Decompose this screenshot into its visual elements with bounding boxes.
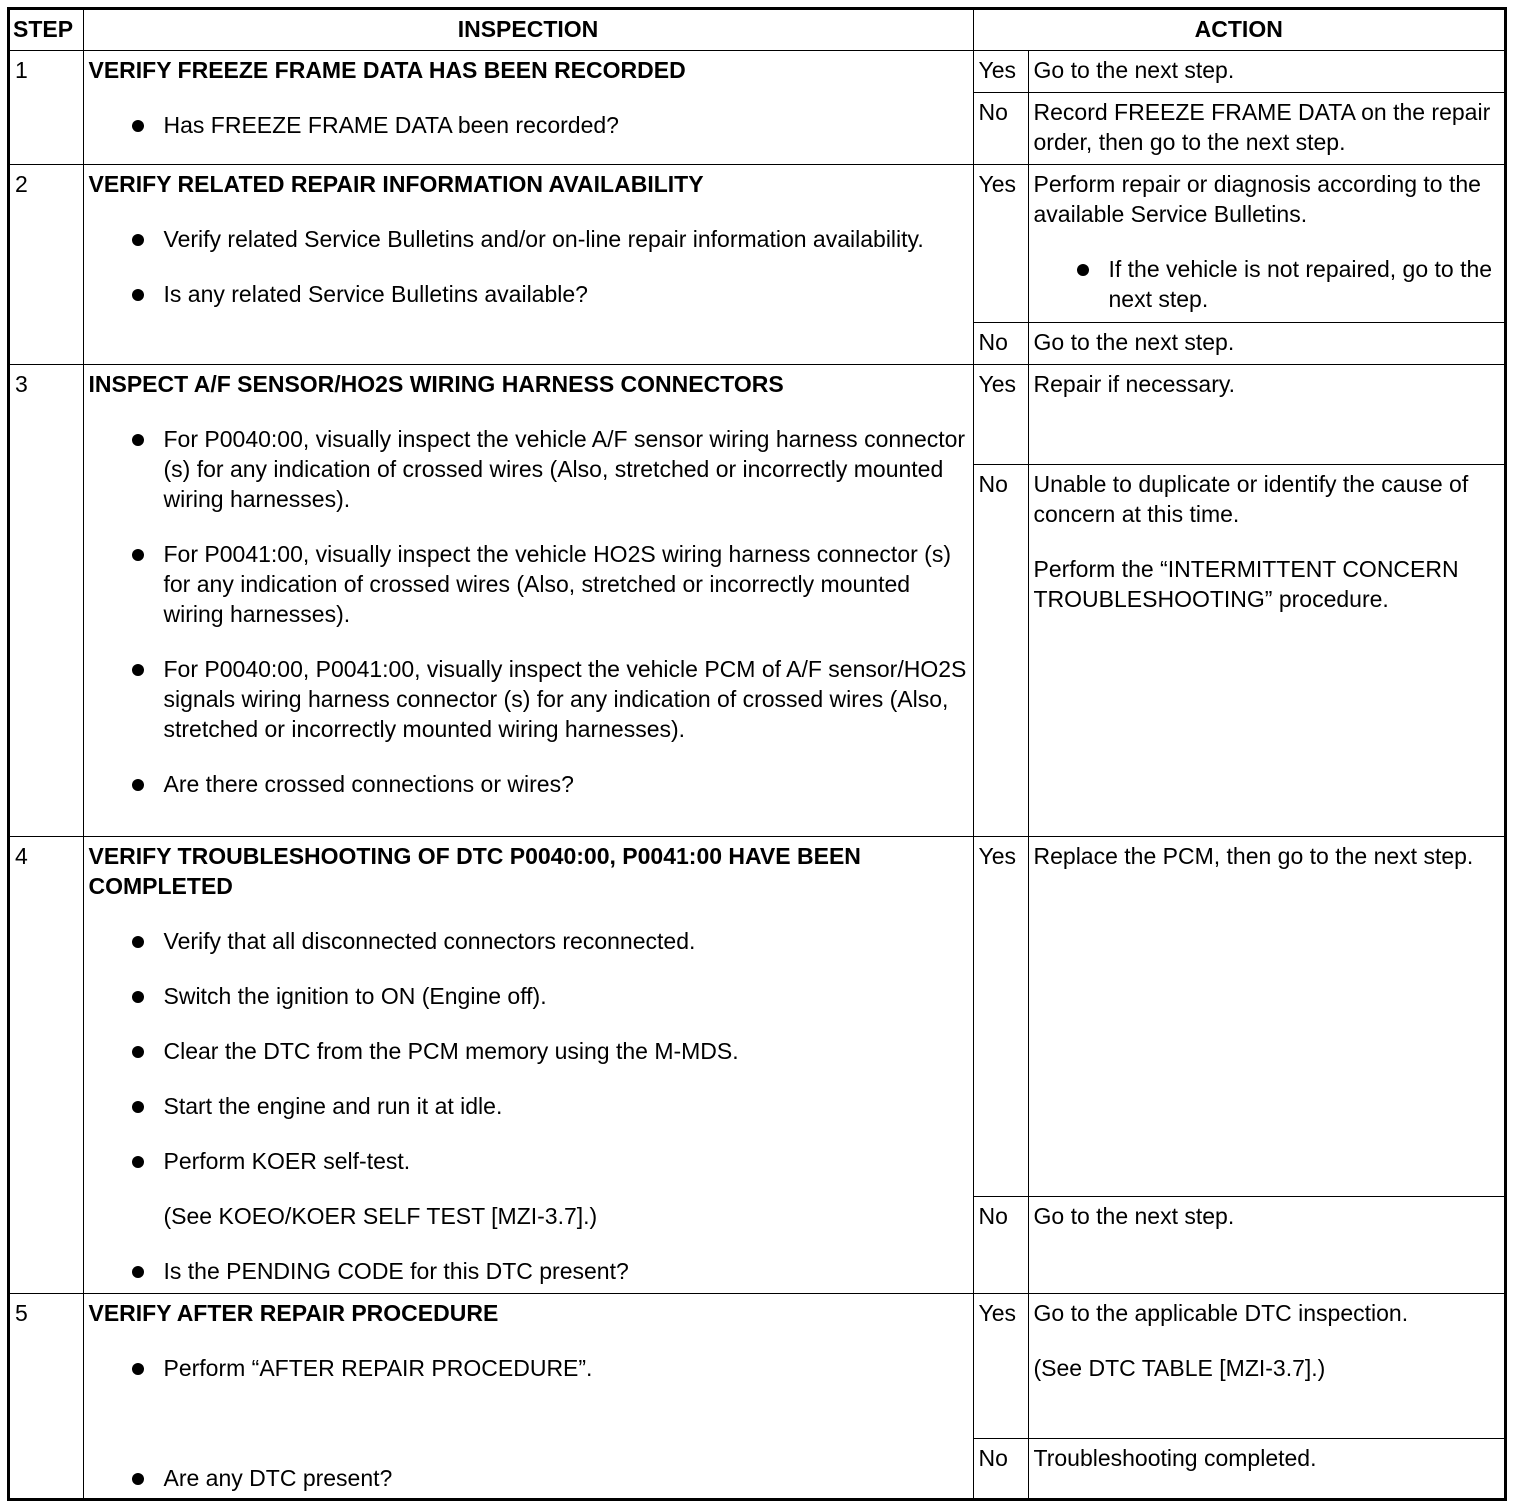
step-number: 3 — [10, 364, 83, 836]
yes-label: Yes — [973, 164, 1028, 322]
step-number: 1 — [10, 50, 83, 164]
bullet-item: Perform KOER self-test. — [164, 1146, 968, 1176]
inspection-bullets — [89, 1353, 968, 1493]
no-label: No — [973, 464, 1028, 836]
step-number: 4 — [10, 836, 83, 1293]
bullet-item: Are there crossed connections or wires? — [164, 769, 968, 799]
inspection-bullets — [89, 926, 968, 1286]
no-label: No — [973, 92, 1028, 164]
bullet-item: Is any related Service Bulletins available? — [164, 279, 968, 309]
no-action — [1028, 1438, 1504, 1500]
action-text: Go to the next step. — [1033, 1202, 1235, 1229]
yes-label: Yes — [973, 836, 1028, 1196]
step-2-yes-row — [10, 164, 1504, 322]
action-text: Perform the “INTERMITTENT CONCERN TROUBLESHOOTING” procedure. — [1033, 555, 1459, 612]
bullet-item: Perform “AFTER REPAIR PROCEDURE”. — [164, 1353, 968, 1383]
yes-action — [1028, 164, 1504, 322]
inspection-column-header: INSPECTION — [83, 10, 973, 50]
action-text: Repair if necessary. — [1033, 370, 1236, 397]
bullet-item: Has FREEZE FRAME DATA been recorded? — [164, 110, 968, 140]
action-text: Perform repair or diagnosis according to the available Service Bulletins. — [1033, 170, 1481, 227]
yes-label: Yes — [973, 1293, 1028, 1438]
bullet-item: For P0040:00, P0041:00, visually inspect the vehicle PCM of A/F sensor/HO2S signals wiring harness connector (s) for any indication of crossed wires (Also, stretched or incorrectly mounted wiring harnesses). — [163, 655, 967, 742]
no-label: No — [973, 1196, 1028, 1293]
yes-action — [1028, 364, 1504, 464]
no-action — [1028, 1196, 1504, 1293]
step-title: VERIFY FREEZE FRAME DATA HAS BEEN RECORDED — [88, 56, 686, 83]
step-4-yes-row — [10, 836, 1504, 1196]
action-text: Record FREEZE FRAME DATA on the repair order, then go to the next step. — [1033, 98, 1491, 155]
bullet-item: Switch the ignition to ON (Engine off). — [164, 981, 968, 1011]
inspection-bullets — [89, 224, 968, 309]
bullet-item: Verify related Service Bulletins and/or on-line repair information availability. — [164, 224, 968, 254]
no-label: No — [973, 322, 1028, 364]
step-title: VERIFY TROUBLESHOOTING OF DTC P0040:00, P0041:00 HAVE BEEN COMPLETED — [88, 842, 861, 899]
step-3-inspection — [83, 364, 973, 836]
action-text: Unable to duplicate or identify the cause of concern at this time. — [1033, 470, 1469, 527]
step-2-inspection — [83, 164, 973, 364]
step-column-header: STEP — [10, 10, 83, 50]
step-4-inspection — [83, 836, 973, 1293]
step-title: VERIFY RELATED REPAIR INFORMATION AVAILABILITY — [88, 170, 704, 197]
action-bullets — [1034, 254, 1500, 314]
no-label: No — [973, 1438, 1028, 1500]
bullet-item: Is the PENDING CODE for this DTC present? — [164, 1256, 968, 1286]
diagnostic-procedure-table — [10, 10, 1504, 1501]
inspection-bullets — [89, 424, 968, 799]
no-action — [1028, 322, 1504, 364]
inspection-bullets — [89, 110, 968, 140]
action-text: Troubleshooting completed. — [1033, 1444, 1317, 1471]
action-text: Go to the next step. — [1033, 56, 1235, 83]
reference-note: (See KOEO/KOER SELF TEST [MZI-3.7].) — [163, 1202, 598, 1229]
bullet-item: For P0041:00, visually inspect the vehicle HO2S wiring harness connector (s) for any indication of crossed wires (Also, stretched or incorrectly mounted wiring harnesses). — [164, 539, 968, 629]
bullet-item: Verify that all disconnected connectors reconnected. — [164, 926, 968, 956]
no-action — [1028, 464, 1504, 836]
bullet-item: Are any DTC present? — [164, 1463, 968, 1493]
bullet-item: Start the engine and run it at idle. — [164, 1091, 968, 1121]
troubleshooting-table — [7, 7, 1507, 1501]
step-title: INSPECT A/F SENSOR/HO2S WIRING HARNESS CONNECTORS — [88, 370, 784, 397]
step-5-yes-row — [10, 1293, 1504, 1438]
action-text: Go to the applicable DTC inspection. — [1033, 1299, 1409, 1326]
step-number: 5 — [10, 1293, 83, 1500]
yes-label: Yes — [973, 50, 1028, 92]
yes-label: Yes — [973, 364, 1028, 464]
step-title: VERIFY AFTER REPAIR PROCEDURE — [88, 1299, 499, 1326]
step-1-yes-row — [10, 50, 1504, 92]
step-3-yes-row — [10, 364, 1504, 464]
reference-note: (See DTC TABLE [MZI-3.7].) — [1033, 1354, 1326, 1381]
step-5-inspection — [83, 1293, 973, 1500]
yes-action — [1028, 1293, 1504, 1438]
action-text: Replace the PCM, then go to the next step. — [1033, 842, 1474, 869]
yes-action — [1028, 50, 1504, 92]
action-text: Go to the next step. — [1033, 328, 1235, 355]
yes-action — [1028, 836, 1504, 1196]
step-1-inspection — [83, 50, 973, 164]
action-column-header: ACTION — [973, 10, 1504, 50]
bullet-item: For P0040:00, visually inspect the vehicle A/F sensor wiring harness connector (s) for any indication of crossed wires (Also, stretched or incorrectly mounted wiring harnesses). — [164, 424, 968, 514]
step-number: 2 — [10, 164, 83, 364]
bullet-item: If the vehicle is not repaired, go to the next step. — [1109, 254, 1500, 314]
header-row — [10, 10, 1504, 50]
no-action — [1028, 92, 1504, 164]
bullet-item: Clear the DTC from the PCM memory using the M-MDS. — [164, 1036, 968, 1066]
